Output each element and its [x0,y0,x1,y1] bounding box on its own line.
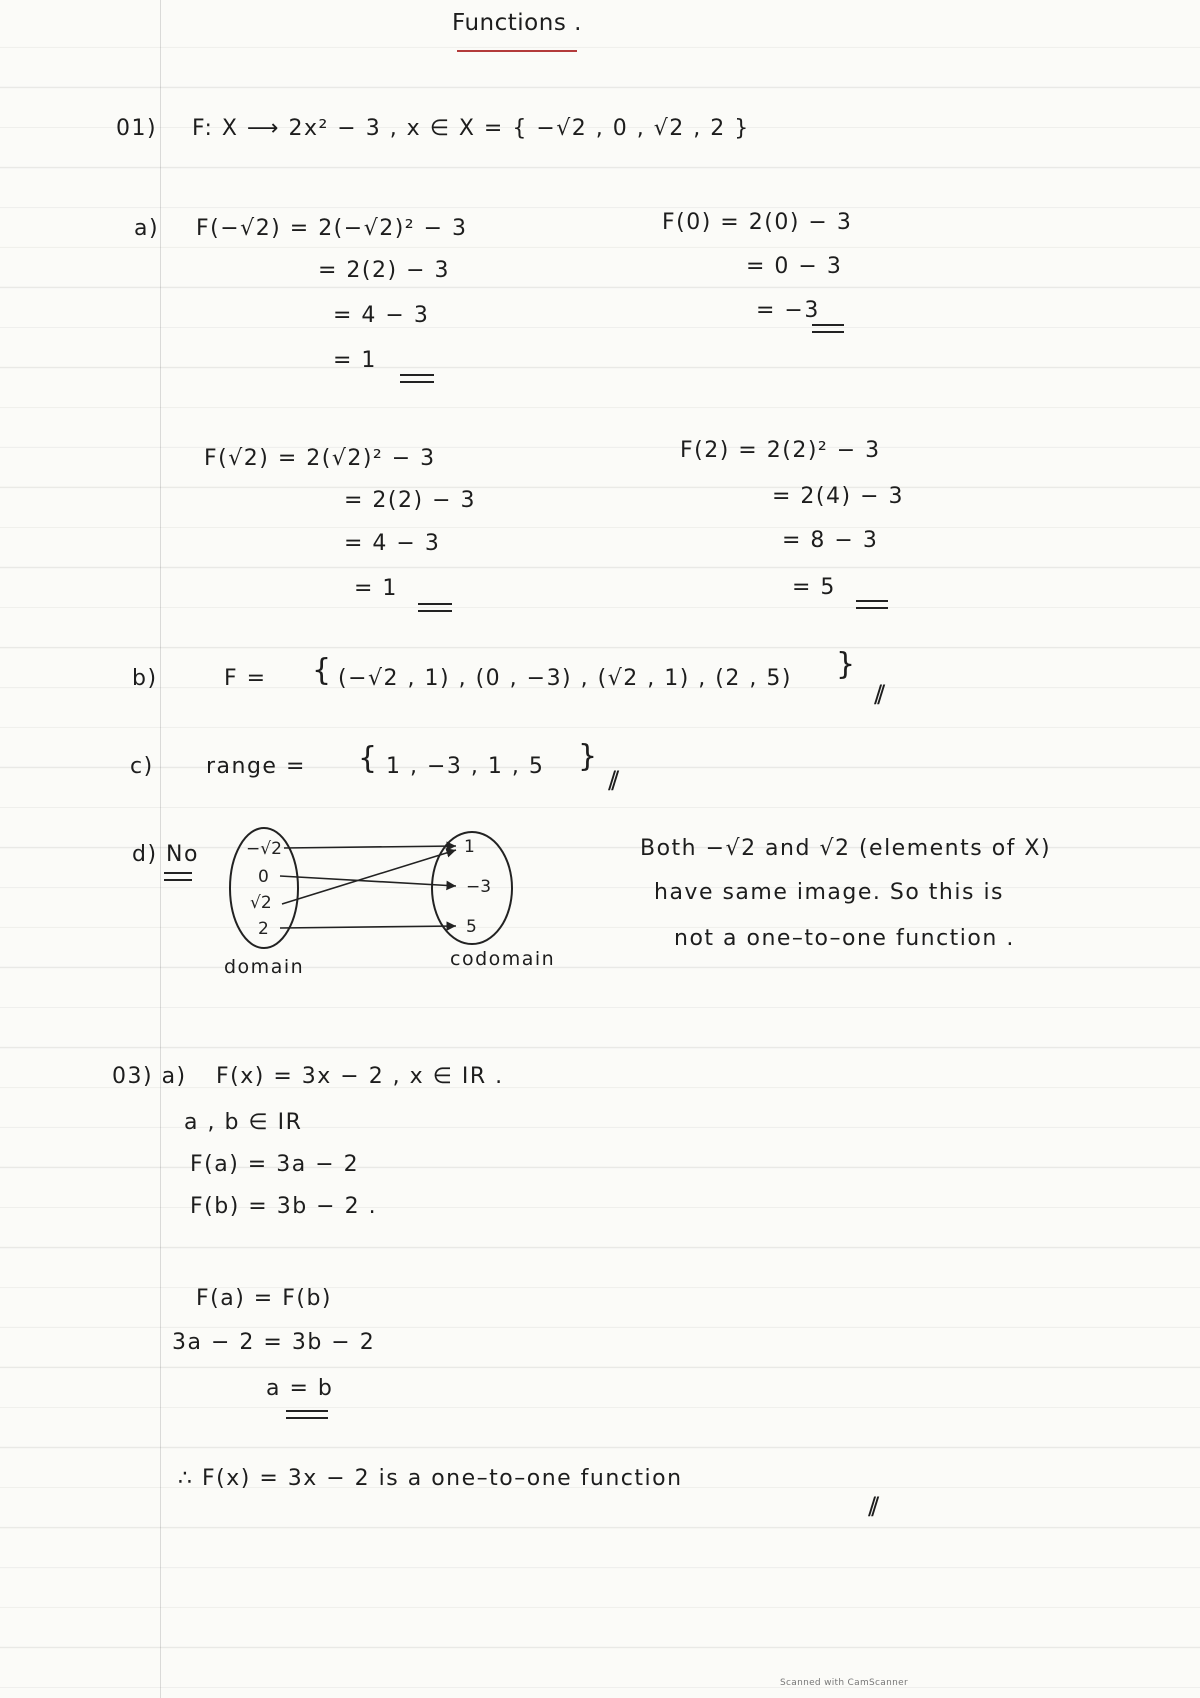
left-brace: { [312,653,333,688]
f-zero-line-3: = −3 [756,298,820,323]
q03-proof-line-1: F(a) = F(b) [196,1286,333,1311]
f-neg-root2-line-2: = 2(2) − 3 [318,258,451,283]
explanation-line-3: not a one–to–one function . [674,926,1015,951]
answer-double-underline [856,600,888,609]
question-number-01: 01) [116,116,158,141]
codomain-item-five: 5 [466,917,477,937]
part-a-label: a) [134,216,160,241]
domain-caption: domain [224,956,305,978]
codomain-caption: codomain [450,948,556,970]
q03-end-mark: // [868,1492,875,1520]
f-neg-root2-line-3: = 4 − 3 [333,303,430,328]
q03-proof-line-3: a = b [266,1376,334,1401]
arrow-neg-root2-to-1 [284,846,456,848]
part-c-label: c) [130,754,154,779]
part-b-end-mark: // [874,680,881,708]
f-two-line-4: = 5 [792,575,836,600]
f-zero-line-1: F(0) = 2(0) − 3 [662,210,853,235]
range-set: 1 , −3 , 1 , 5 [386,754,545,779]
function-definition: F: X ⟶ 2x² − 3 , x ∈ X = { −√2 , 0 , √2 , 2 } [192,116,750,141]
page-title: Functions . [452,10,582,36]
f-two-line-3: = 8 − 3 [782,528,879,553]
function-as-set: (−√2 , 1) , (0 , −3) , (√2 , 1) , (2 , 5) [338,666,792,691]
domain-item-zero: 0 [258,867,269,887]
answer-double-underline [164,872,192,881]
f-root2-line-1: F(√2) = 2(√2)² − 3 [204,446,436,471]
question-label-03a: 03) a) [112,1064,187,1089]
answer-double-underline [812,324,844,333]
arrow-2-to-5 [280,926,456,928]
part-c-end-mark: // [608,766,615,794]
part-b-label: b) [132,666,158,691]
f-root2-line-2: = 2(2) − 3 [344,488,477,513]
f-root2-line-4: = 1 [354,576,398,601]
part-b-lhs: F = [224,666,267,691]
q03-proof-line-2: 3a − 2 = 3b − 2 [172,1330,376,1355]
domain-item-two: 2 [258,919,269,939]
part-d-label: d) No [132,842,199,867]
explanation-line-2: have same image. So this is [654,880,1005,905]
q03-function: F(x) = 3x − 2 , x ∈ IR . [216,1064,504,1089]
f-two-line-1: F(2) = 2(2)² − 3 [680,438,881,463]
f-neg-root2-line-1: F(−√2) = 2(−√2)² − 3 [196,216,468,241]
q03-line-3: F(b) = 3b − 2 . [190,1194,378,1219]
domain-item-neg-root2: −√2 [246,839,282,859]
right-brace: } [578,739,599,774]
f-zero-line-2: = 0 − 3 [746,254,843,279]
part-c-lhs: range = [206,754,306,779]
codomain-item-one: 1 [464,837,475,857]
q03-conclusion: ∴ F(x) = 3x − 2 is a one–to–one function [178,1466,683,1491]
answer-double-underline [418,603,452,612]
title-underline [457,50,577,52]
f-root2-line-3: = 4 − 3 [344,531,441,556]
q03-line-1: a , b ∈ IR [184,1110,303,1135]
answer-double-underline [286,1410,328,1419]
codomain-item-neg3: −3 [466,877,492,897]
domain-item-root2: √2 [250,893,272,913]
right-brace: } [836,647,857,682]
explanation-line-1: Both −√2 and √2 (elements of X) [640,836,1052,861]
q03-line-2: F(a) = 3a − 2 [190,1152,360,1177]
f-neg-root2-line-4: = 1 [333,348,377,373]
answer-double-underline [400,374,434,383]
left-brace: { [358,741,379,776]
scanner-footer: Scanned with CamScanner [780,1678,908,1688]
f-two-line-2: = 2(4) − 3 [772,484,905,509]
